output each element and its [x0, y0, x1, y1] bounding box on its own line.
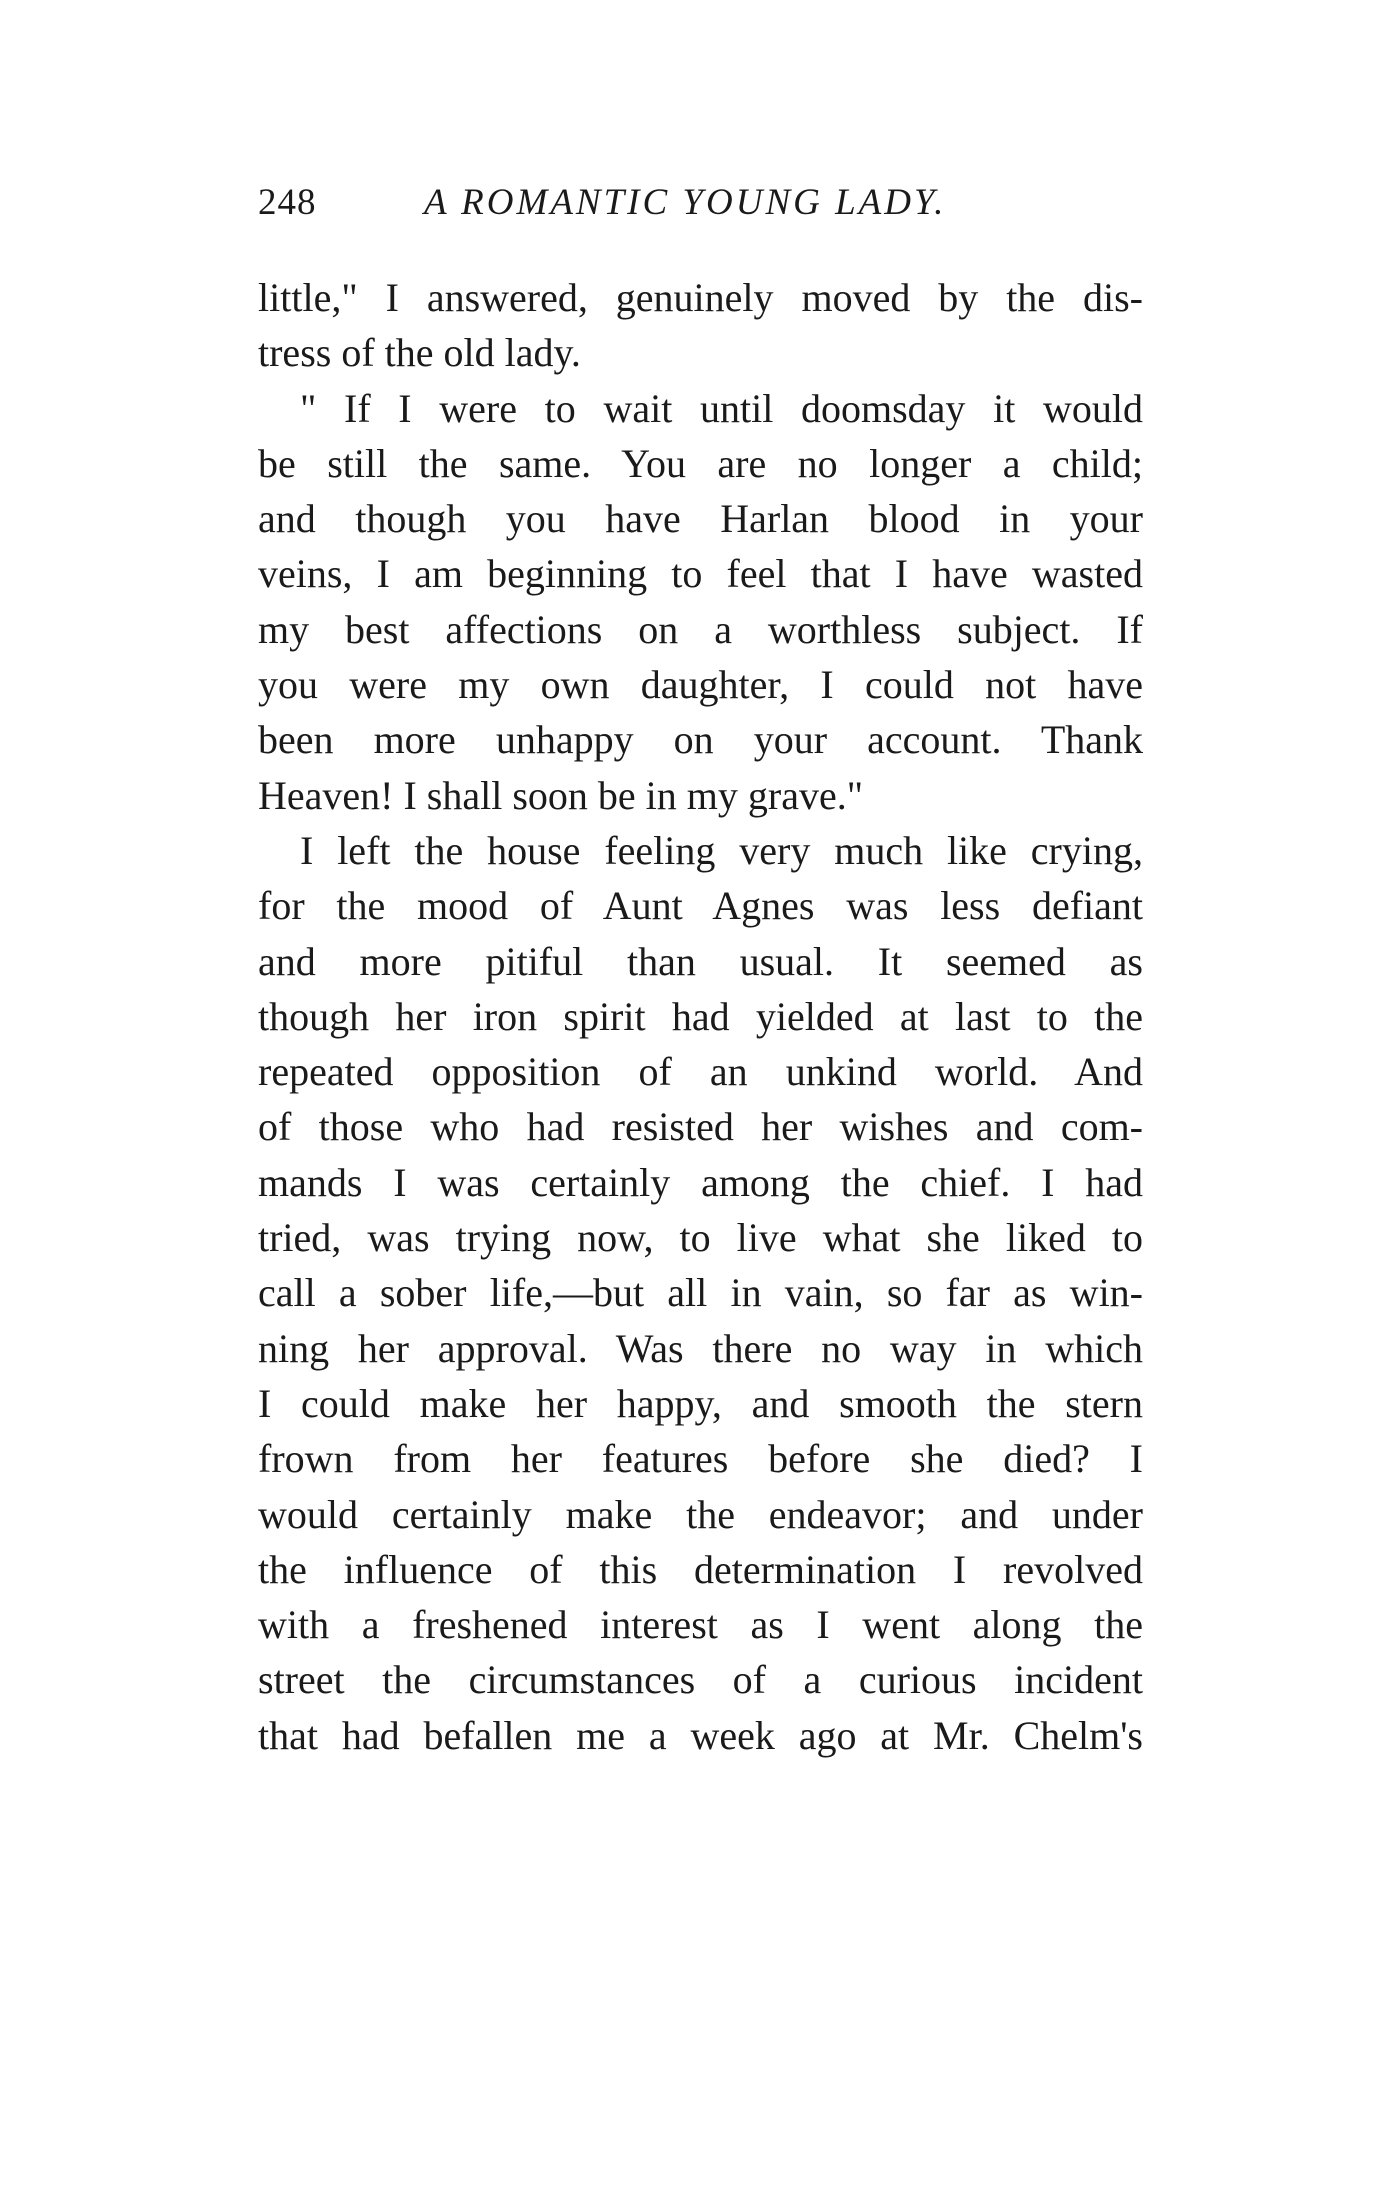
text-line: and though you have Harlan blood in your: [258, 496, 1143, 542]
text-line: frown from her features before she died? I: [258, 1436, 1143, 1482]
running-title: A ROMANTIC YOUNG LADY.: [424, 182, 947, 223]
text-line: ning her approval. Was there no way in which: [258, 1325, 1143, 1371]
text-line: you were my own daughter, I could not have: [258, 662, 1143, 708]
text-line: call a sober life,—but all in vain, so far as win-: [258, 1270, 1143, 1316]
text-line: veins, I am beginning to feel that I have wasted: [258, 551, 1143, 597]
text-line: " If I were to wait until doomsday it would: [300, 385, 1143, 431]
text-line: I could make her happy, and smooth the stern: [258, 1380, 1143, 1426]
text-line: street the circumstances of a curious incident: [258, 1657, 1143, 1703]
running-head: [258, 178, 1158, 228]
text-line: would certainly make the endeavor; and under: [258, 1491, 1143, 1537]
text-line: repeated opposition of an unkind world. And: [258, 1049, 1143, 1095]
text-line: and more pitiful than usual. It seemed as: [258, 938, 1143, 984]
text-line: the influence of this determination I revolved: [258, 1546, 1143, 1592]
text-line: little," I answered, genuinely moved by the dis-: [258, 275, 1143, 320]
text-line: though her iron spirit had yielded at last to the: [258, 993, 1143, 1039]
text-line: mands I was certainly among the chief. I had: [258, 1159, 1143, 1205]
text-line: tried, was trying now, to live what she liked to: [258, 1215, 1143, 1261]
text-line: be still the same. You are no longer a child;: [258, 440, 1143, 486]
text-line: Heaven! I shall soon be in my grave.": [258, 772, 864, 818]
text-line: tress of the old lady.: [258, 330, 581, 376]
text-line: of those who had resisted her wishes and com-: [258, 1104, 1143, 1150]
page-number: 248: [258, 182, 317, 223]
text-line: that had befallen me a week ago at Mr. Chelm's: [258, 1712, 1143, 1758]
body-text: [258, 270, 1143, 1763]
text-line: I left the house feeling very much like crying,: [300, 827, 1143, 873]
text-line: for the mood of Aunt Agnes was less defiant: [258, 883, 1143, 929]
text-line: been more unhappy on your account. Thank: [258, 717, 1143, 763]
text-line: with a freshened interest as I went along the: [258, 1602, 1143, 1648]
text-line: my best affections on a worthless subject. If: [258, 606, 1143, 652]
